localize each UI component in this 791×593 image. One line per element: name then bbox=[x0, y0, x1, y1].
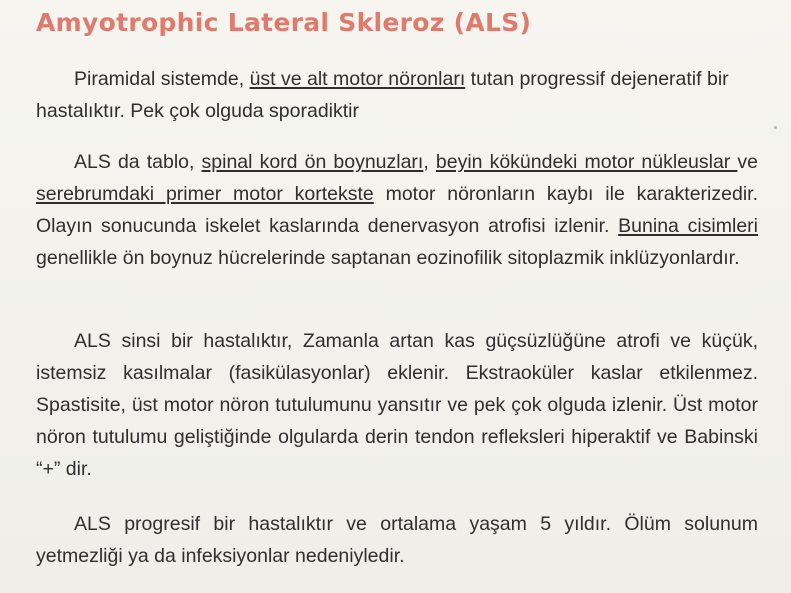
scan-speck bbox=[774, 126, 777, 129]
underlined-term: Bunina cisimleri bbox=[618, 215, 758, 237]
text-run: genellikle ön boynuz hücrelerinde saptanan eozinofilik sitoplazmik inklüzyonlardır. bbox=[36, 247, 740, 269]
page-title: Amyotrophic Lateral Skleroz (ALS) bbox=[36, 8, 532, 37]
text-run: ALS da tablo, bbox=[74, 151, 202, 173]
text-run: Piramidal sistemde, bbox=[74, 68, 250, 90]
paragraph-clinical bbox=[36, 325, 758, 485]
text-run: tutan progressif dejeneratif bir hastalıktır. Pek çok olguda sporadiktir bbox=[36, 68, 729, 122]
underlined-term: üst ve alt motor nöronları bbox=[249, 68, 466, 90]
text-run: , bbox=[423, 151, 436, 173]
underlined-term: serebrumdaki primer motor kortekste bbox=[36, 183, 374, 205]
paragraph-pathology bbox=[36, 146, 758, 274]
text-run: ALS progresif bir hastalıktır ve ortalama yaşam 5 yıldır. Ölüm solunum yetmezliği ya da infeksiyonlar nedeniyledir. bbox=[36, 513, 758, 567]
underlined-term: spinal kord ön boynuzları bbox=[201, 151, 424, 173]
text-run: motor nöronların kaybı ile karakterizedir. Olayın sonucunda iskelet kaslarında denervasyon atrofisi izlenir. bbox=[36, 183, 758, 237]
paragraph-definition bbox=[36, 63, 758, 127]
text-run: ALS sinsi bir hastalıktır, Zamanla artan kas güçsüzlüğüne atrofi ve küçük, istemsiz kasılmalar (fasikülasyonlar) eklenir. Ekstraoküler kaslar etkilenmez. Spastisite, üst motor nöron tutulumunu yansıtır ve pek çok olguda izlenir. Üst motor nöron tutulumu geliştiğinde olgularda derin tendon refleksleri hiperaktif ve Babinski “+” dir. bbox=[36, 330, 758, 480]
underlined-term: beyin kökündeki motor nükleuslar bbox=[435, 151, 738, 173]
text-run: ve bbox=[737, 151, 759, 173]
paragraph-prognosis bbox=[36, 508, 758, 572]
